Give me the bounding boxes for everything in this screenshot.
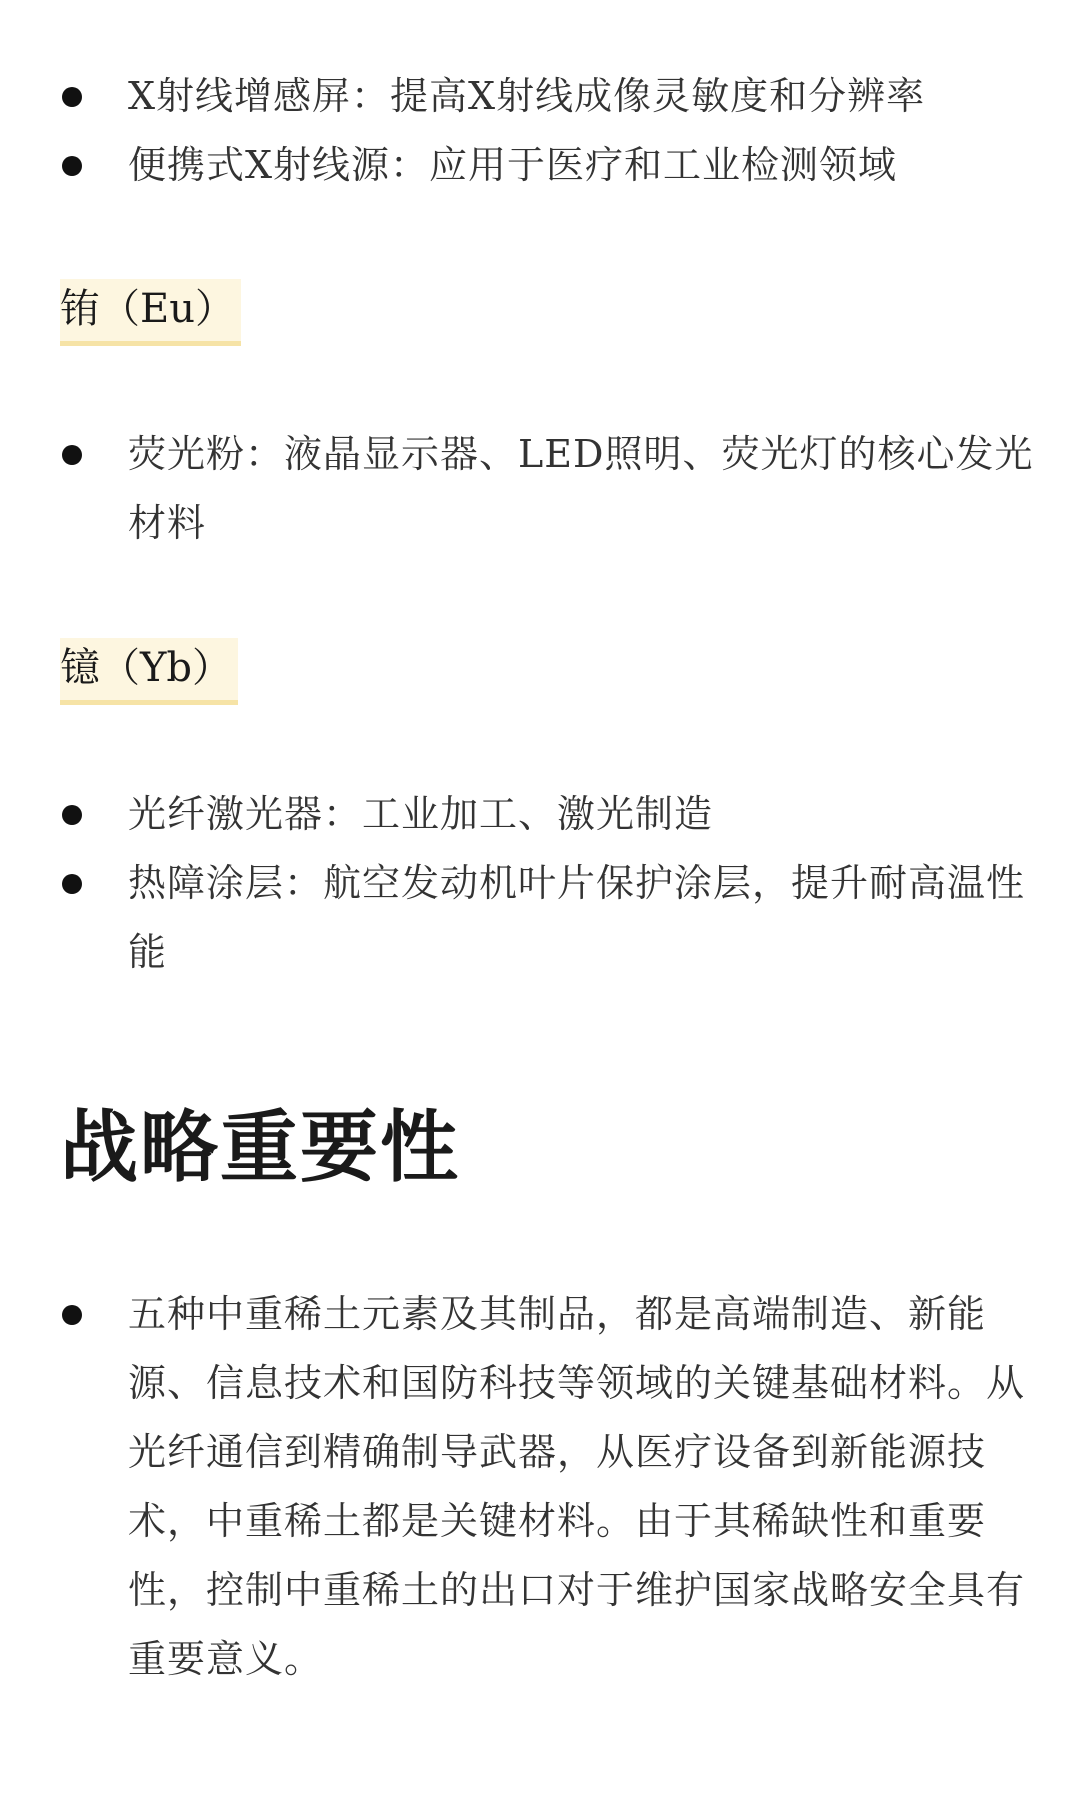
- bullet-dot-icon: [62, 87, 82, 107]
- list-item: [60, 420, 1040, 558]
- list-item: [60, 849, 1040, 987]
- list-item-text: 便携式X射线源：应用于医疗和工业检测领域: [128, 143, 898, 187]
- yb-applications-list: [60, 780, 1040, 987]
- bullet-dot-icon: [62, 805, 82, 825]
- ytterbium-heading: 镱（Yb）: [60, 638, 238, 705]
- list-item: [60, 1280, 1040, 1694]
- list-item-text: X射线增感屏：提高X射线成像灵敏度和分辨率: [128, 74, 926, 118]
- europium-heading: 铕（Eu）: [60, 279, 241, 346]
- list-item-text: 热障涂层：航空发动机叶片保护涂层，提升耐高温性能: [128, 861, 1026, 974]
- list-item: [60, 131, 1040, 200]
- gd-applications-list: [60, 62, 1040, 200]
- list-item: [60, 780, 1040, 849]
- bullet-dot-icon: [62, 1305, 82, 1325]
- bullet-dot-icon: [62, 156, 82, 176]
- strategic-importance-list: [60, 1280, 1040, 1694]
- list-item-text: 荧光粉：液晶显示器、LED照明、荧光灯的核心发光材料: [128, 432, 1034, 545]
- bullet-dot-icon: [62, 445, 82, 465]
- eu-applications-list: [60, 420, 1040, 558]
- section-title: 战略重要性: [60, 1102, 461, 1193]
- list-item-text: 五种中重稀土元素及其制品，都是高端制造、新能源、信息技术和国防科技等领域的关键基础材料。从光纤通信到精确制导武器，从医疗设备到新能源技术，中重稀土都是关键材料。由于其稀缺性和重要性，控制中重稀土的出口对于维护国家战略安全具有重要意义。: [128, 1292, 1026, 1681]
- bullet-dot-icon: [62, 874, 82, 894]
- list-item-text: 光纤激光器：工业加工、激光制造: [128, 792, 714, 836]
- list-item: [60, 62, 1040, 131]
